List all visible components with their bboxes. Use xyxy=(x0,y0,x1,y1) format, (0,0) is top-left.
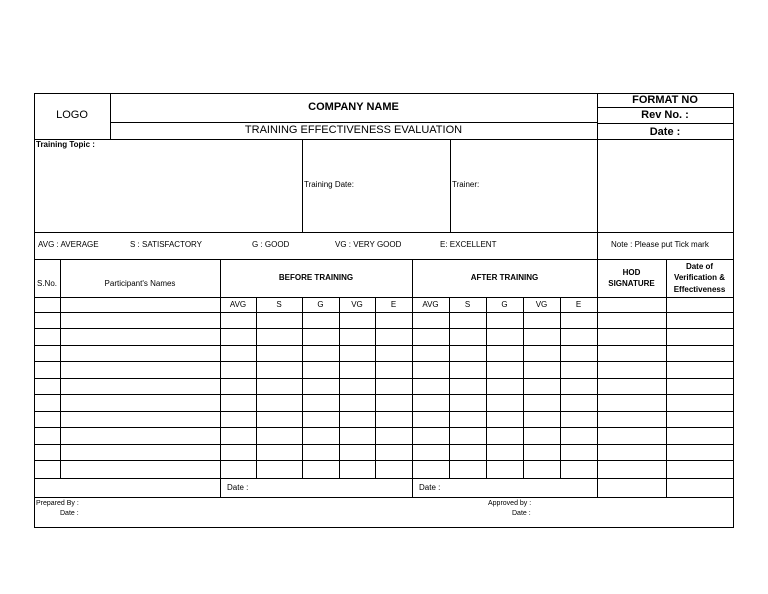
participants-header: Participant's Names xyxy=(104,279,176,288)
legend-vg: VG : VERY GOOD xyxy=(335,240,402,249)
document-title: TRAINING EFFECTIVENESS EVALUATION xyxy=(244,124,463,136)
after-training-header: AFTER TRAINING xyxy=(470,273,539,282)
before-training-header: BEFORE TRAINING xyxy=(278,273,354,282)
prepared-date-label: Date : xyxy=(60,510,79,517)
prepared-by-label: Prepared By : xyxy=(36,500,79,507)
approved-date-label: Date : xyxy=(512,510,531,517)
before-rating-avg: AVG xyxy=(229,300,247,309)
verification-header-line1: Date of xyxy=(685,262,714,271)
legend-g: G : GOOD xyxy=(252,240,290,249)
legend-e: E: EXCELLENT xyxy=(440,240,497,249)
before-rating-vg: VG xyxy=(351,300,363,309)
hod-header-line1: HOD xyxy=(622,268,641,277)
legend-avg: AVG : AVERAGE xyxy=(38,240,99,249)
before-rating-e: E xyxy=(390,300,397,309)
verification-header-line3: Effectiveness xyxy=(673,285,726,294)
logo-placeholder: LOGO xyxy=(56,109,88,121)
legend-s: S : SATISFACTORY xyxy=(130,240,203,249)
rev-no-label: Rev No. : xyxy=(641,109,689,121)
training-date-label: Training Date: xyxy=(304,180,354,189)
before-rating-g: G xyxy=(317,300,324,309)
before-training-date-label: Date : xyxy=(227,483,249,492)
hod-header-line2: SIGNATURE xyxy=(608,279,655,288)
after-rating-e: E xyxy=(575,300,582,309)
header-date-label: Date : xyxy=(649,126,681,138)
trainer-label: Trainer: xyxy=(452,180,480,189)
after-rating-avg: AVG xyxy=(422,300,439,309)
sno-header: S.No. xyxy=(37,279,58,288)
approved-by-label: Approved by : xyxy=(488,500,532,507)
after-rating-s: S xyxy=(464,300,471,309)
before-rating-s: S xyxy=(276,300,282,309)
after-rating-vg: VG xyxy=(535,300,548,309)
format-no-label: FORMAT NO xyxy=(632,94,698,106)
after-training-date-label: Date : xyxy=(419,483,441,492)
tick-mark-note: Note : Please put Tick mark xyxy=(611,240,709,249)
verification-header-line2: Verification & xyxy=(673,273,726,282)
company-name: COMPANY NAME xyxy=(308,101,399,113)
training-topic-label: Training Topic : xyxy=(36,140,95,149)
after-rating-g: G xyxy=(501,300,508,309)
